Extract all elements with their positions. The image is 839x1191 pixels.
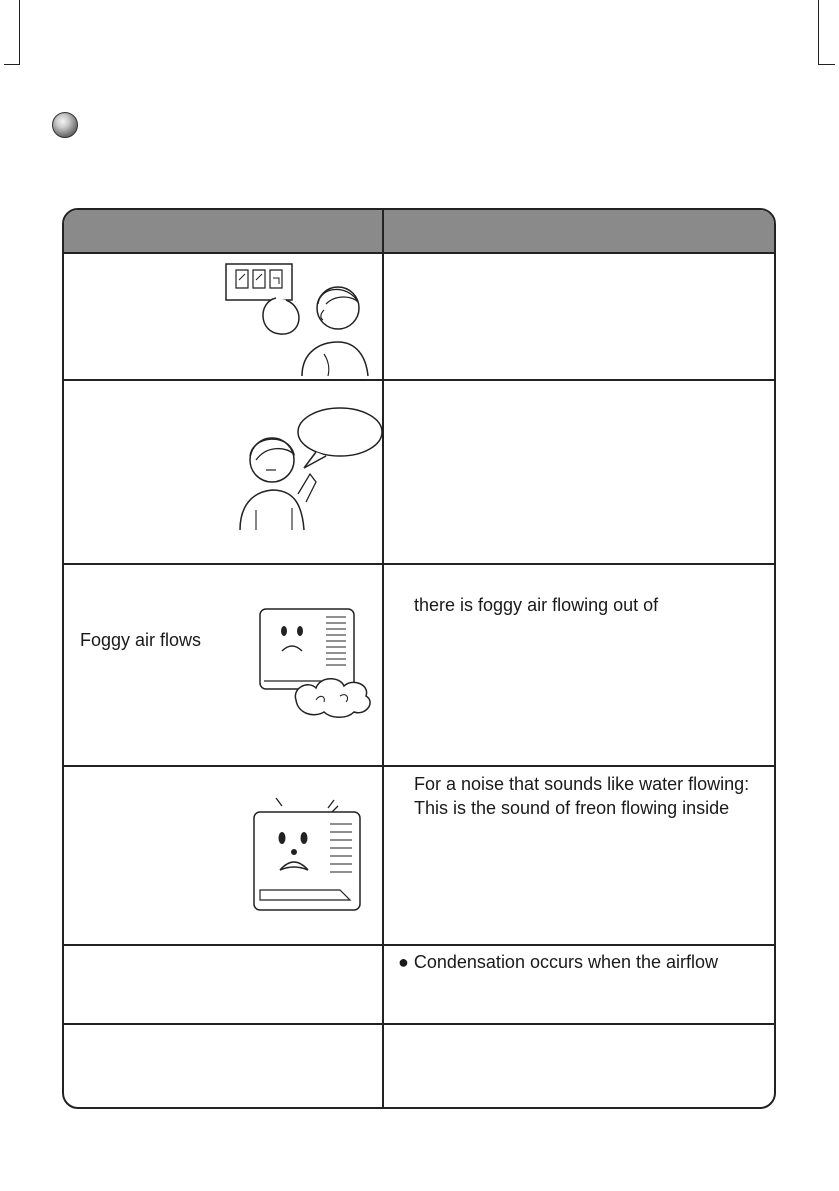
section-bullet-icon xyxy=(52,112,78,138)
table-header xyxy=(64,210,774,254)
explanation-line: there is foggy air flowing out of xyxy=(414,595,659,615)
crop-mark-top-left xyxy=(4,0,20,65)
explanation-line: ● Condensation occurs when the airflow xyxy=(398,952,719,972)
column-divider xyxy=(382,210,384,1107)
row-divider xyxy=(64,765,774,767)
fog-cloud-icon xyxy=(290,672,374,720)
row-divider xyxy=(64,944,774,946)
speech-bubble-icon xyxy=(286,406,382,474)
explanation-line: This is the sound of freon flowing inside xyxy=(414,798,730,818)
row-divider xyxy=(64,563,774,565)
row-divider xyxy=(64,379,774,381)
troubleshooting-table xyxy=(62,208,776,1109)
symptom-text: Foggy air flows xyxy=(80,630,202,650)
switch-panel-icon xyxy=(224,260,372,378)
unit-face-icon xyxy=(250,794,366,916)
row-divider xyxy=(64,1023,774,1025)
explanation-line: For a noise that sounds like water flowing: xyxy=(414,774,750,794)
crop-mark-top-right xyxy=(818,0,835,65)
